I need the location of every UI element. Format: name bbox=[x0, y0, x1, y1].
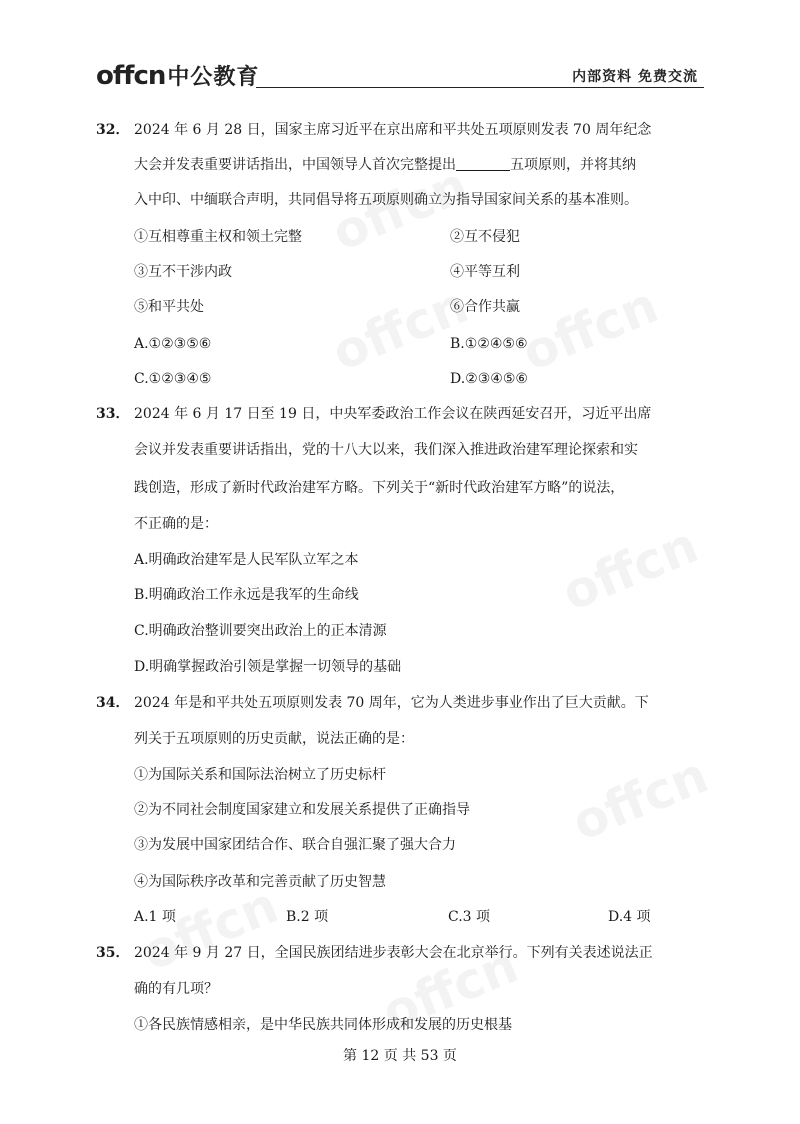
question-32-item-1: ①互相尊重主权和领土完整 bbox=[134, 229, 302, 245]
question-33-option-c: C.明确政治整训要突出政治上的正本清源 bbox=[134, 623, 387, 639]
header-tagline: 内部资料 免费交流 bbox=[572, 69, 698, 85]
question-32-line-2-start: 大会并发表重要讲话指出，中国领导人首次完整提出 bbox=[134, 157, 456, 173]
question-33-line-4: 不正确的是： bbox=[134, 516, 218, 532]
question-34-item-4: ④为国际秩序改革和完善贡献了历史智慧 bbox=[134, 874, 386, 890]
question-34-line-2: 列关于五项原则的历史贡献，说法正确的是： bbox=[134, 731, 414, 747]
question-32-item-5: ⑤和平共处 bbox=[134, 299, 204, 315]
page-header bbox=[96, 60, 704, 90]
question-34-line-1: 2024 年是和平共处五项原则发表 70 周年，它为人类进步事业作出了巨大贡献。下 bbox=[134, 695, 649, 711]
question-34-option-d: D.4 项 bbox=[608, 909, 651, 925]
watermark bbox=[554, 516, 706, 622]
question-number-33: 33． bbox=[96, 406, 130, 422]
question-number-34: 34． bbox=[96, 695, 130, 711]
question-33-line-3: 践创造，形成了新时代政治建军方略。下列关于“新时代政治建军方略”的说法， bbox=[134, 480, 625, 496]
question-33-option-b: B.明确政治工作永远是我军的生命线 bbox=[134, 587, 359, 603]
watermark bbox=[324, 276, 476, 382]
question-34-item-1: ①为国际关系和国际法治树立了历史标杆 bbox=[134, 767, 386, 783]
question-33-option-d: D.明确掌握政治引领是掌握一切领导的基础 bbox=[134, 659, 402, 675]
question-35-item-1: ①各民族情感相亲，是中华民族共同体形成和发展的历史根基 bbox=[134, 1017, 512, 1033]
question-35-line-2: 确的有几项？ bbox=[134, 981, 218, 997]
question-32-item-4: ④平等互利 bbox=[450, 264, 520, 280]
logo-latin-text: offcn bbox=[96, 61, 166, 91]
question-32-line-1: 2024 年 6 月 28 日，国家主席习近平在京出席和平共处五项原则发表 70 周年纪念 bbox=[134, 122, 652, 138]
logo-chinese-text: 中公教育 bbox=[167, 65, 260, 90]
question-33-option-a: A.明确政治建军是人民军队立军之本 bbox=[134, 552, 359, 568]
answer-blank bbox=[456, 156, 510, 171]
question-33-line-1: 2024 年 6 月 17 日至 19 日，中央军委政治工作会议在陕西延安召开，习近平出席 bbox=[134, 406, 652, 422]
question-35-line-1: 2024 年 9 月 27 日，全国民族团结进步表彰大会在北京举行。下列有关表述说法正 bbox=[134, 945, 653, 961]
question-34-option-c: C.3 项 bbox=[448, 909, 491, 925]
question-32-option-a: A.①②③⑤⑥ bbox=[134, 336, 212, 352]
page-number-footer: 第 12 页 共 53 页 bbox=[343, 1048, 457, 1064]
question-32-option-c: C.①②③④⑤ bbox=[134, 371, 212, 387]
question-32-option-d: D.②③④⑤⑥ bbox=[450, 371, 528, 387]
question-32-item-3: ③互不干涉内政 bbox=[134, 264, 232, 280]
watermark bbox=[564, 746, 716, 852]
question-32-item-2: ②互不侵犯 bbox=[450, 229, 520, 245]
header-rule bbox=[256, 87, 704, 88]
question-number-35: 35． bbox=[96, 945, 130, 961]
question-33-line-2: 会议并发表重要讲话指出，党的十八大以来，我们深入推进政治建军理论探索和实 bbox=[134, 442, 638, 458]
question-32-option-b: B.①②④⑤⑥ bbox=[450, 336, 528, 352]
offcn-logo bbox=[96, 60, 260, 91]
question-34-option-a: A.1 项 bbox=[134, 909, 176, 925]
question-34-option-b: B.2 项 bbox=[286, 909, 329, 925]
watermark bbox=[514, 276, 666, 382]
question-34-item-2: ②为不同社会制度国家建立和发展关系提供了正确指导 bbox=[134, 802, 470, 818]
question-32-line-2 bbox=[134, 155, 636, 175]
question-32-line-2-end: 五项原则，并将其纳 bbox=[510, 157, 636, 173]
question-32-item-6: ⑥合作共赢 bbox=[450, 299, 520, 315]
question-number-32: 32． bbox=[96, 122, 130, 138]
question-34-item-3: ③为发展中国家团结合作、联合自强汇聚了强大合力 bbox=[134, 837, 456, 853]
question-32-line-3: 入中印、中缅联合声明，共同倡导将五项原则确立为指导国家间关系的基本准则。 bbox=[134, 192, 638, 208]
